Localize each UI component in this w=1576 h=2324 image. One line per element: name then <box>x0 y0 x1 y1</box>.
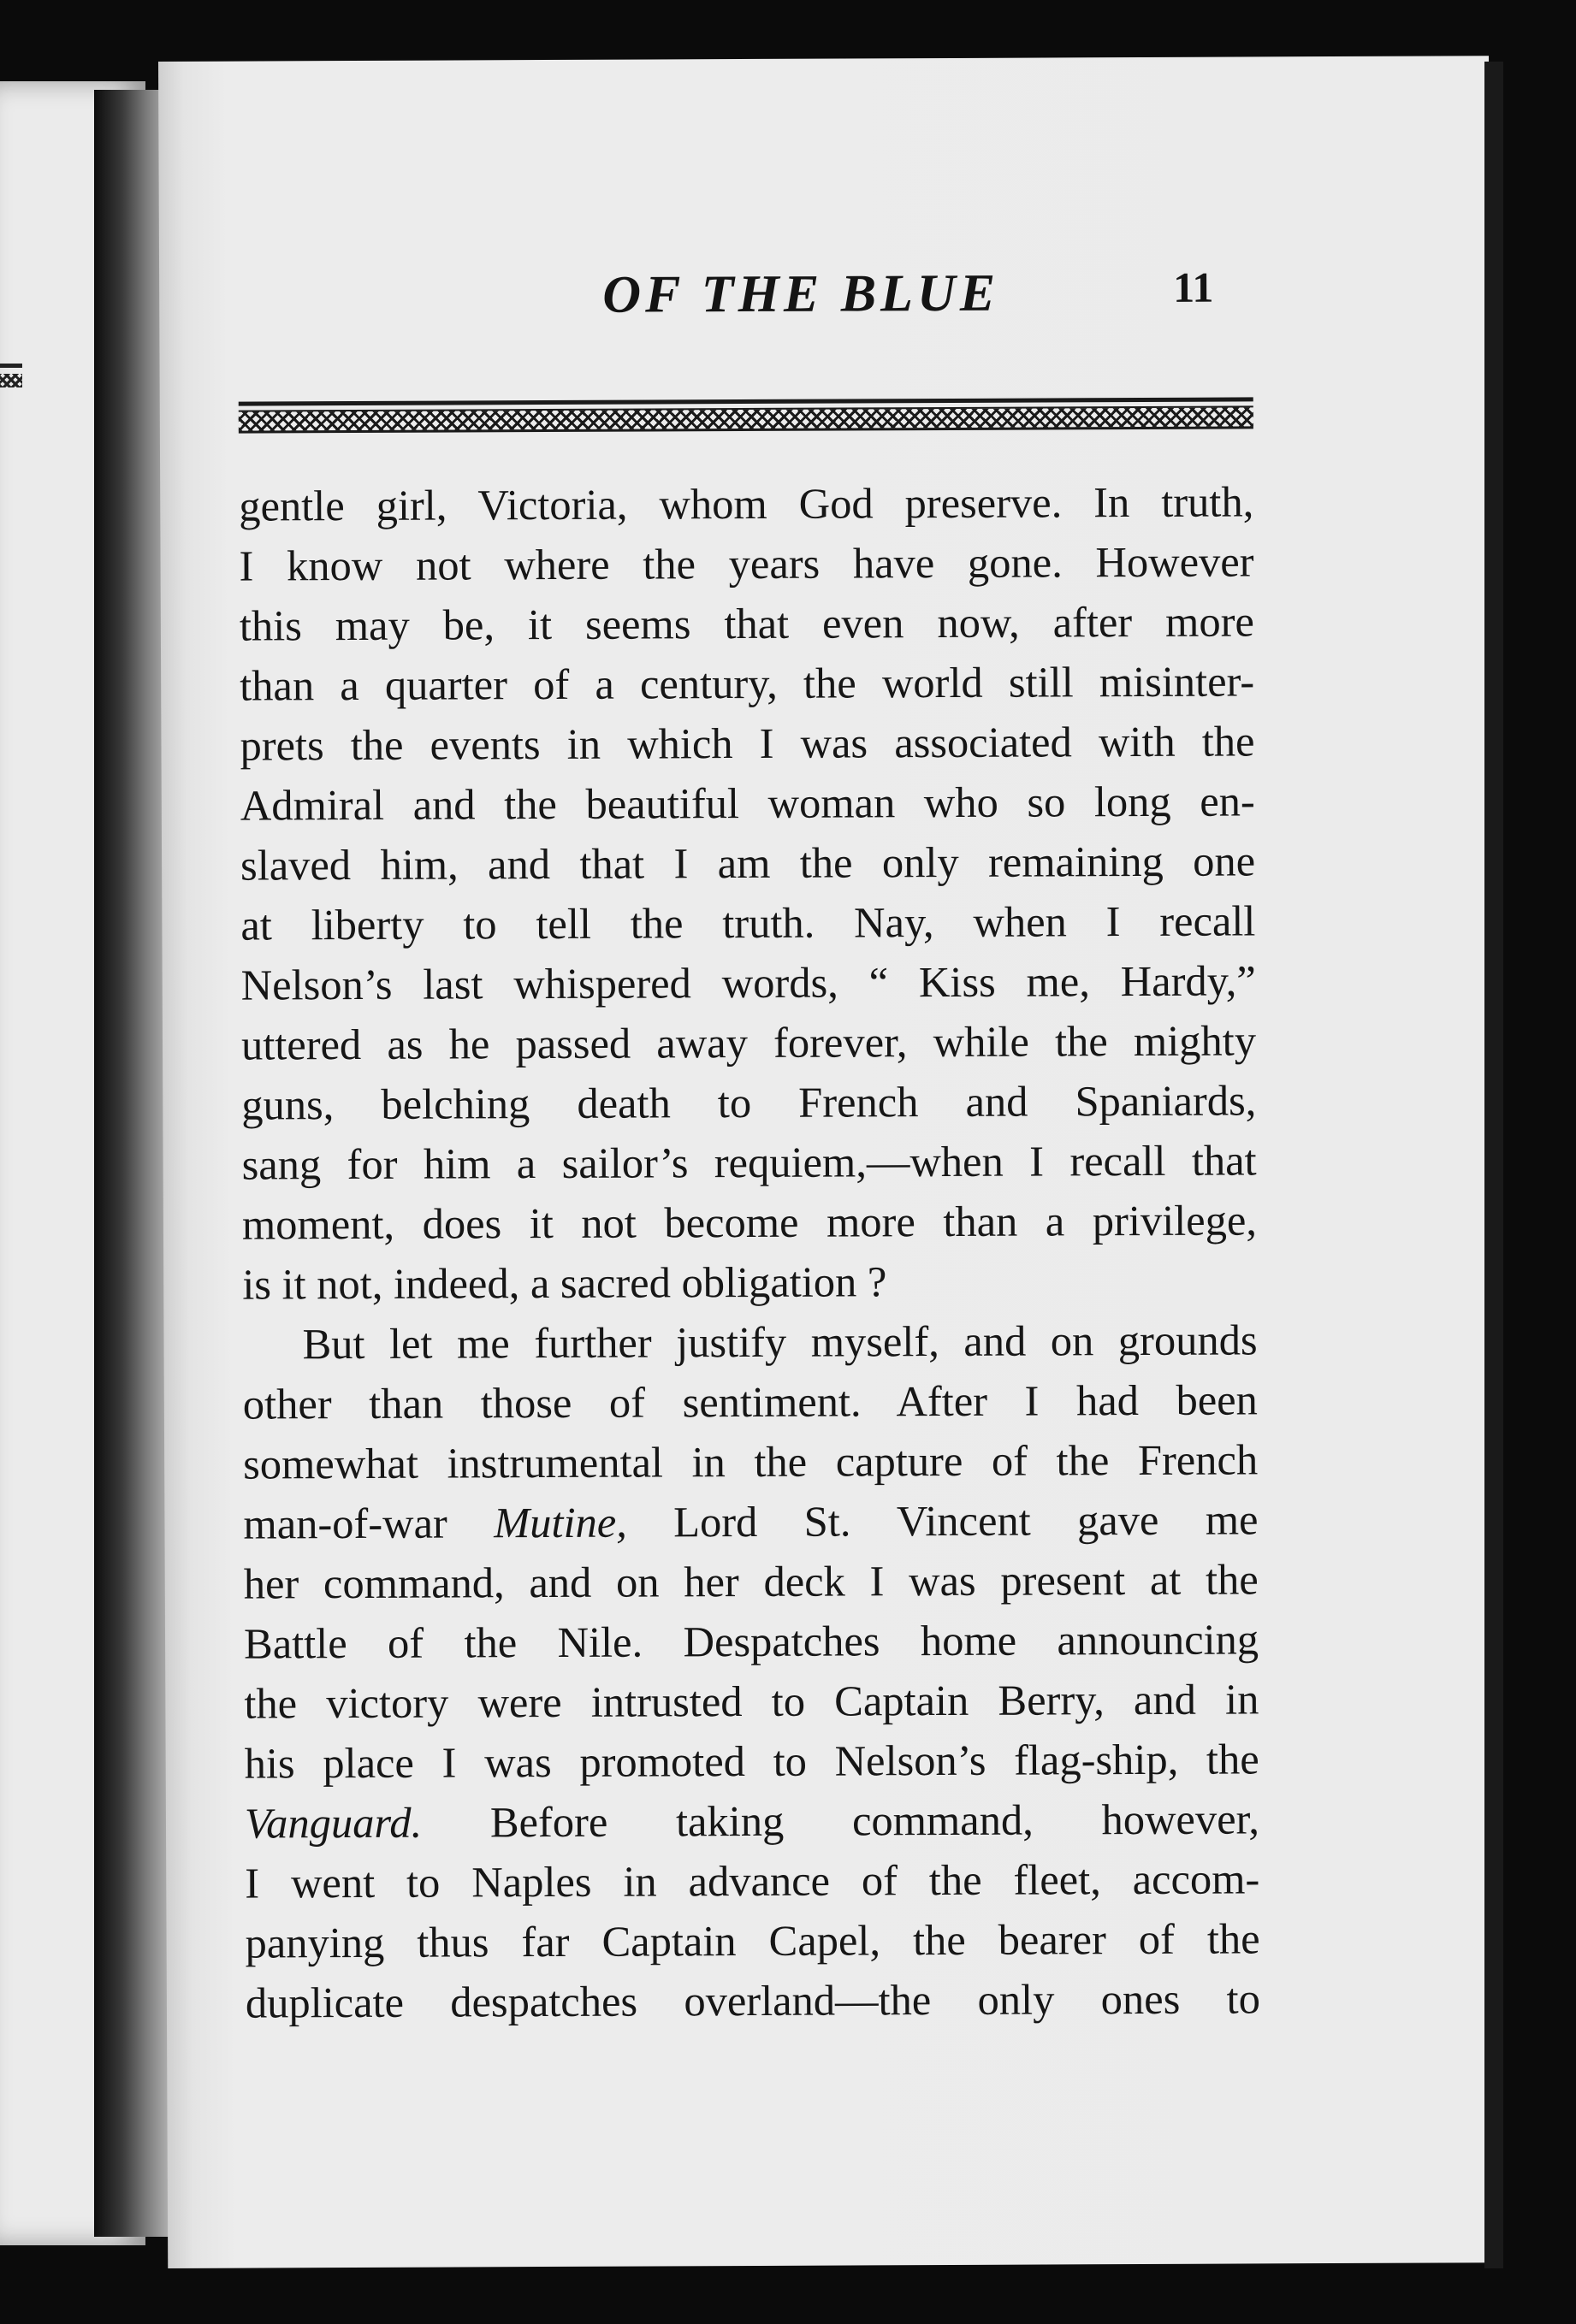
text-line: his place I was promoted to Nelson’s flag-ship, the <box>244 1735 1259 1788</box>
previous-page-head-rule <box>0 364 22 368</box>
text-line: I went to Naples in advance of the fleet, accom- <box>245 1854 1260 1907</box>
text-line: duplicate despatches overland—the only ones to <box>245 1974 1261 2027</box>
text-line: her command, and on her deck I was present at the <box>243 1555 1259 1608</box>
text-line: somewhat instrumental in the capture of the French <box>243 1435 1259 1488</box>
text-line: panying thus far Captain Capel, the bearer of the <box>245 1914 1260 1967</box>
text-line: I know not where the years have gone. However <box>239 537 1254 590</box>
text-line: is it not, indeed, a sacred obligation ? <box>242 1257 887 1309</box>
text-line: Admiral and the beautiful woman who so long en- <box>240 777 1255 830</box>
page-number: 11 <box>1173 263 1214 311</box>
scan-background <box>1503 62 1576 2324</box>
text-line: Battle of the Nile. Despatches home announcing <box>243 1615 1259 1668</box>
text-line: gentle girl, Victoria, whom God preserve. In truth, <box>239 477 1254 530</box>
text-line: But let me further justify myself, and on grounds <box>302 1316 1258 1369</box>
text-line: than a quarter of a century, the world still misinter- <box>240 657 1255 710</box>
paragraph-1 <box>239 471 1257 1314</box>
body-text <box>239 471 1260 2032</box>
text-line: guns, belching death to French and Spaniards, <box>241 1076 1257 1129</box>
text-line: sang for him a sailor’s requiem,—when I recall that <box>241 1136 1257 1189</box>
page-right-shadow <box>1484 62 1503 2268</box>
running-title: OF THE BLUE <box>602 263 1000 324</box>
text-line: at liberty to tell the truth. Nay, when I recall <box>240 896 1256 949</box>
text-line: man-of-war Mutine, Lord St. Vincent gave me <box>243 1495 1259 1548</box>
header-rule <box>239 397 1253 405</box>
book-page <box>158 56 1498 2268</box>
text-line: prets the events in which I was associated with the <box>240 717 1255 770</box>
text-line: slaved him, and that I am the only remaining one <box>240 837 1256 890</box>
text-line: Nelson’s last whispered words, “ Kiss me, Hardy,” <box>240 956 1256 1009</box>
text-line: this may be, it seems that even now, after more <box>239 597 1254 650</box>
text-line: moment, does it not become more than a privilege, <box>241 1196 1258 1249</box>
running-head <box>159 261 1490 361</box>
ornamental-band <box>239 405 1253 433</box>
text-line: Vanguard. Before taking command, however, <box>244 1795 1260 1848</box>
paragraph-2 <box>242 1310 1260 2032</box>
text-line: the victory were intrusted to Captain Berry, and in <box>244 1675 1259 1728</box>
text-line: uttered as he passed away forever, while the mighty <box>240 1016 1257 1069</box>
text-line: other than those of sentiment. After I had been <box>242 1375 1258 1428</box>
previous-page-ornament-band <box>0 374 22 387</box>
